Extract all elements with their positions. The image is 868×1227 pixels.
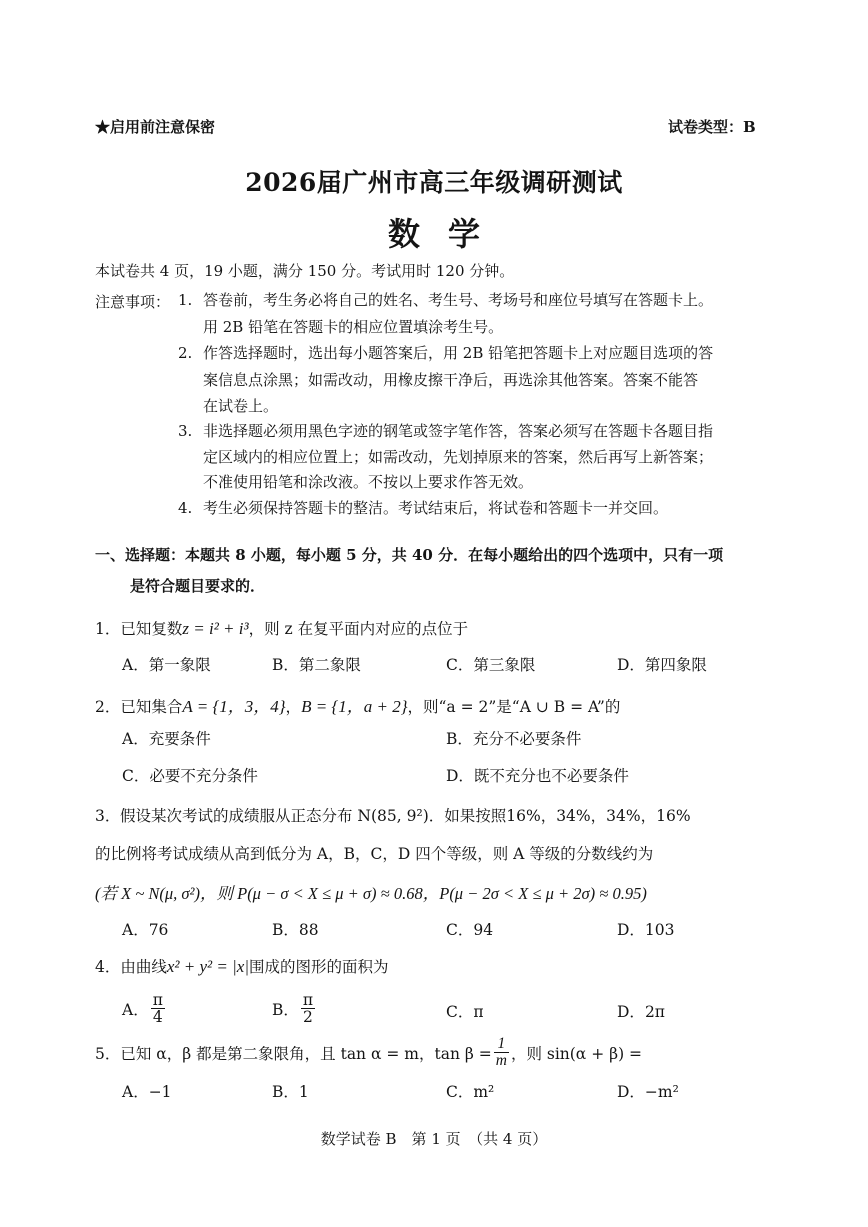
section-1-heading-cont: 是符合题目要求的．: [130, 577, 266, 595]
q4-option-b-numerator: π: [302, 991, 314, 1009]
q2-set-a: A = {1，3，4}: [182, 697, 286, 716]
q2-stem: [95, 692, 620, 717]
q1-number: 1．: [95, 620, 121, 638]
q1-pre: 已知复数: [120, 620, 183, 638]
q2-sep: ，: [285, 698, 302, 716]
note-4-num: 4.: [178, 499, 193, 517]
note-3-line-1: 非选择题必须用黑色字迹的钢笔或签字笔作答，答案必须写在答题卡各题目指: [203, 422, 714, 440]
q3-option-d: D．103: [617, 921, 675, 939]
q5-pre: 已知 α，β 都是第二象限角，且 tan α = m，tan β =: [120, 1044, 492, 1063]
q5-fraction-denominator: m: [495, 1052, 507, 1070]
q1-option-b: B．第二象限: [272, 656, 361, 674]
q4-option-b-fraction: [301, 992, 315, 1026]
note-2-line-3: 在试卷上。: [203, 397, 279, 415]
note-1-num: 1.: [178, 291, 193, 309]
q5-post: ，则 sin(α + β) =: [510, 1044, 643, 1063]
note-1-line-1: 答卷前，考生务必将自己的姓名、考生号、考场号和座位号填写在答题卡上。: [203, 291, 714, 309]
q2-pre: 已知集合: [120, 698, 183, 716]
q4-option-a-fraction: [151, 992, 165, 1026]
note-3-num: 3.: [178, 422, 193, 440]
note-2-line-1: 作答选择题时，选出每小题答案后，用 2B 铅笔把答题卡上对应题目选项的答: [203, 344, 714, 362]
q5-fraction-numerator: 1: [494, 1036, 509, 1053]
q4-option-a-numerator: π: [152, 991, 163, 1009]
q3-line-2: 的比例将考试成绩从高到低分为 A，B，C，D 四个等级，则 A 等级的分数线约为: [95, 845, 654, 863]
q5-option-d: D．−m²: [617, 1083, 679, 1101]
q2-option-b: B．充分不必要条件: [446, 730, 582, 748]
exam-intro: 本试卷共 4 页，19 小题，满分 150 分。考试用时 120 分钟。: [95, 262, 515, 280]
q5-stem: [95, 1036, 642, 1070]
q3-option-b: B．88: [272, 921, 319, 939]
q5-number: 5．: [95, 1044, 121, 1063]
note-2-line-2: 案信息点涂黑；如需改动，用橡皮擦干净后，再选涂其他答案。答案不能答: [203, 371, 699, 389]
q4-stem: [95, 955, 389, 977]
q2-option-c: C．必要不充分条件: [122, 767, 258, 785]
q4-option-c-value: π: [473, 1003, 484, 1021]
q3-option-c: C．94: [446, 921, 494, 939]
page-footer: 数学试卷 B 第 1 页 （共 4 页）: [320, 1130, 548, 1148]
q2-set-b: B = {1，a + 2}: [301, 697, 408, 716]
q4-number: 4．: [95, 958, 121, 976]
note-4-line-1: 考生必须保持答题卡的整洁。考试结束后，将试卷和答题卡一并交回。: [203, 499, 669, 517]
q4-option-d-label: D．: [617, 1003, 645, 1021]
q1-post: ，则 z 在复平面内对应的点位于: [248, 620, 469, 638]
q5-option-c: C．m²: [446, 1083, 495, 1101]
q1-option-c: C．第三象限: [446, 656, 536, 674]
q4-option-d-value: 2π: [644, 1003, 665, 1021]
q4-option-b: [272, 992, 317, 1026]
paper-type: 试卷类型：B: [668, 118, 756, 136]
q5-option-b: B．1: [272, 1083, 309, 1101]
q2-post: ，则“a = 2”是“A ∪ B = A”的: [407, 698, 621, 716]
q4-option-a: [122, 992, 167, 1026]
note-1-line-2: 用 2B 铅笔在答题卡的相应位置填涂考生号。: [203, 318, 504, 336]
q4-option-d: [617, 1000, 665, 1022]
q4-option-c-label: C．: [446, 1003, 474, 1021]
section-1-heading: 一、选择题：本题共 8 小题，每小题 5 分，共 40 分．在每小题给出的四个选项中，只有一项: [95, 546, 724, 564]
q3-line-1: 假设某次考试的成绩服从正态分布 N(85, 9²)．如果按照16%，34%，34%，16%: [120, 807, 691, 825]
q5-option-a: A．−1: [122, 1083, 172, 1101]
q3-option-a: A．76: [122, 921, 169, 939]
q5-fraction: [494, 1036, 509, 1070]
q4-option-c: [446, 1000, 484, 1022]
q4-post: 围成的图形的面积为: [249, 958, 389, 976]
q4-option-b-label: B．: [272, 1000, 299, 1019]
q4-option-a-denominator: 4: [152, 1008, 163, 1027]
q1-option-d: D．第四象限: [617, 656, 707, 674]
q1-option-a: A．第一象限: [122, 656, 211, 674]
q4-expression: x² + y² = |x|: [166, 957, 250, 976]
subject-title: 数学: [387, 215, 508, 253]
q2-option-a: A．充要条件: [122, 730, 211, 748]
note-3-line-2: 定区域内的相应位置上；如需改动，先划掉原来的答案，然后再写上新答案；: [203, 448, 714, 466]
q3-number: 3．: [95, 807, 121, 825]
q1-expression: z = i² + i³: [182, 619, 249, 638]
q2-option-d: D．既不充分也不必要条件: [446, 767, 629, 785]
note-2-num: 2.: [178, 344, 193, 362]
q1-stem: [95, 617, 468, 639]
q2-number: 2．: [95, 698, 121, 716]
q3-line-3: (若 X ~ N(μ, σ²)，则 P(μ − σ < X ≤ μ + σ) ≈ 0.68，P(μ − 2σ < X ≤ μ + 2σ) ≈ 0.95): [95, 884, 647, 903]
q4-option-a-label: A．: [122, 1000, 149, 1019]
notes-label: 注意事项：: [95, 293, 171, 311]
q4-option-b-denominator: 2: [303, 1008, 313, 1027]
q4-pre: 由曲线: [120, 958, 167, 976]
exam-title: 2026届广州市高三年级调研测试: [245, 168, 623, 197]
confidential-mark: ★启用前注意保密: [95, 118, 216, 136]
note-3-line-3: 不准使用铅笔和涂改液。不按以上要求作答无效。: [203, 473, 534, 491]
